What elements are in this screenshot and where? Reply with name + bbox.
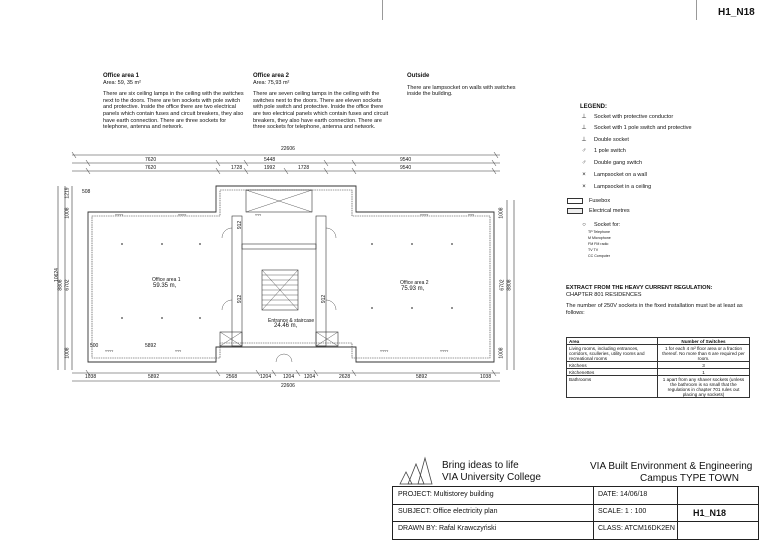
dim-right: 1008 — [498, 207, 505, 219]
socket-for-item: TP Telephone — [588, 230, 611, 234]
extract-note: The number of 250V sockets in the fixed installation must be at least as follows: — [566, 303, 743, 316]
slogan-line2: VIA University College — [442, 472, 541, 483]
dim-bottom: 1204 — [283, 374, 295, 380]
legend-label: Double socket — [594, 136, 629, 143]
socket-for-item: TV TV — [588, 248, 599, 252]
legend-title: LEGEND: — [580, 104, 607, 110]
stair-label: Entrance & staircase — [268, 318, 315, 324]
legend-label: Socket for: — [594, 222, 621, 228]
dim-top: 1728 — [298, 165, 310, 171]
extract-chapter: CHAPTER 801 RESIDENCES — [566, 292, 642, 298]
dim-top: 9540 — [400, 157, 412, 163]
dim-top: 7620 — [145, 157, 157, 163]
extract-title: EXTRACT FROM THE HEAVY CURRENT REGULATION: — [566, 285, 713, 291]
dim-top: 1728 — [231, 165, 243, 171]
stair-area: 24.46 m, — [274, 323, 298, 329]
dim-912: 912 — [321, 294, 328, 304]
svg-text:ʏʏʏ: ʏʏʏ — [255, 212, 262, 217]
dim-500: 500 — [90, 343, 99, 349]
svg-text:ʏʏʏʏ: ʏʏʏʏ — [380, 348, 389, 353]
area1-text: There are six ceiling lamps in the ceiling with the switches next to the doors. There are ten sockets with pole switch and protective. Inside the office there are two electrical panels which contain fuses and circuit breakers, they also have earth connection. There are three sockets for telephone, antenna and network. — [103, 91, 244, 131]
outside-title: Outside — [407, 73, 430, 79]
dim-left: 6702 — [64, 279, 71, 291]
room1-area: 59.35 m, — [153, 283, 177, 289]
dim-bottom: 1204 — [260, 374, 272, 380]
table-cell: 1 for each 4 m² floor area or a fraction thereof. No more than 6 are required per room. — [658, 345, 750, 362]
dim-left: 1219 — [64, 187, 71, 199]
dim-left: 10624 — [53, 268, 60, 282]
legend-symbol-icon: ♂ — [581, 148, 587, 154]
dim-bottom: 1038 — [480, 374, 492, 380]
legend-symbol-icon: ⊥ — [581, 137, 587, 143]
dim-top: 1992 — [264, 165, 276, 171]
legend-symbol-icon: ⊥ — [581, 114, 587, 120]
legend-symbol-icon: × — [582, 172, 586, 178]
dim-total-bottom: 22606 — [281, 383, 295, 389]
dim-912: 912 — [237, 220, 244, 230]
svg-text:ʏʏʏʏ: ʏʏʏʏ — [440, 348, 449, 353]
area2-text: There are seven ceiling tamps in the ceiling with the switches next to the doors. There are eleven sockets with pole switch and protective. Inside the office there are two electrical panels which contain fuses and circuit breakers, they also have earth connection. There are three sockets for telephone, antenna and network. — [253, 91, 389, 131]
area2-area: Area: 75,93 m² — [253, 79, 290, 86]
table-cell: 1 apart from any shaver sockets (unless the bathroom is so small that the regulations in chapter 701 rules out placing any sockets) — [658, 376, 750, 398]
tb-subject: SUBJECT: Office electricity plan — [398, 508, 498, 515]
legend-symbol-icon: ○ — [582, 222, 586, 228]
area1-area: Area: 59, 35 m² — [103, 79, 141, 86]
legend-symbol-icon: ⊥ — [581, 125, 587, 131]
socket-for-item: FM FM radio — [588, 242, 609, 246]
legend-symbol-icon: × — [582, 184, 586, 190]
via-logo — [398, 452, 434, 486]
room2-area: 75.93 m, — [401, 286, 425, 292]
dim-left: 8808 — [57, 279, 64, 291]
table-cell: 1 — [658, 369, 750, 376]
slogan-line1: Bring ideas to life — [442, 460, 519, 471]
dim-left: 1008 — [64, 207, 71, 219]
room1-label: Office area 1 — [152, 277, 181, 283]
dim-top: 7620 — [145, 165, 157, 171]
dim-right: 1008 — [498, 347, 505, 359]
tb-drawn-by: DRAWN BY: Rafal Krawczyński — [398, 525, 497, 532]
svg-text:ʏʏʏʏ: ʏʏʏʏ — [420, 212, 429, 217]
tb-class: CLASS: ATCM16DK2EN — [598, 525, 675, 532]
sheet-id: H1_N18 — [718, 7, 755, 18]
title-block — [392, 486, 759, 540]
dim-top: 5448 — [264, 157, 276, 163]
legend-label: Lampsocket in a ceiling — [594, 184, 652, 190]
area2-title: Office area 2 — [253, 73, 290, 79]
tb-vline — [593, 487, 594, 539]
svg-text:ʏʏʏʏ: ʏʏʏʏ — [115, 212, 124, 217]
table-cell: Kitchenettes — [567, 369, 658, 376]
tb-scale: SCALE: 1 : 100 — [598, 508, 647, 515]
org-line1: VIA Built Environment & Engineering — [590, 461, 753, 472]
room2-label: Office area 2 — [400, 280, 429, 286]
legend-label: Socket with 1 pole switch and protective — [594, 124, 692, 131]
dim-5892: 5892 — [145, 343, 157, 349]
svg-text:ʏʏʏʏ: ʏʏʏʏ — [178, 212, 187, 217]
svg-text:ʏʏʏʏ: ʏʏʏʏ — [105, 348, 114, 353]
org-line2: Campus TYPE TOWN — [640, 473, 739, 484]
tb-hline — [393, 521, 758, 522]
socket-for-item: M Microphone — [588, 236, 611, 240]
tb-date: DATE: 14/06/18 — [598, 491, 648, 498]
svg-text:ʏʏʏ: ʏʏʏ — [175, 348, 182, 353]
tb-hline — [393, 504, 758, 505]
table-cell: Kitchens — [567, 362, 658, 369]
dim-right: 8808 — [506, 279, 513, 291]
tb-vline — [677, 487, 678, 539]
dim-bottom: 1038 — [85, 374, 97, 380]
legend-label: Lampsocket on a wall — [594, 172, 647, 178]
legend-label: Double gang switch — [594, 160, 643, 166]
dim-bottom: 2628 — [339, 374, 351, 380]
svg-text:ʏʏʏ: ʏʏʏ — [468, 212, 475, 217]
dim-bottom: 5892 — [148, 374, 160, 380]
table-cell: 3 — [658, 362, 750, 369]
dim-bottom: 1204 — [304, 374, 316, 380]
dim-912: 912 — [237, 294, 244, 304]
table-cell: Bathrooms — [567, 376, 658, 398]
legend-label: 1 pole switch — [594, 148, 626, 154]
table-header: Number of Switches — [658, 338, 750, 345]
dim-top: 9540 — [400, 165, 412, 171]
legend-label: Fusebox — [589, 198, 611, 204]
dim-right: 6702 — [499, 279, 506, 291]
table-cell: Living rooms, including entrances, corridors, sculleries, utility rooms and recreational rooms — [567, 345, 658, 362]
area1-title: Office area 1 — [103, 73, 140, 79]
dim-bottom: 5892 — [416, 374, 428, 380]
dim-total-top: 22606 — [281, 146, 295, 152]
socket-for-item: CC Computer — [588, 254, 610, 258]
dim-bottom: 2568 — [226, 374, 238, 380]
table-header: Area — [567, 338, 658, 345]
dim-508: 508 — [82, 189, 91, 195]
legend-label: Socket with protective conductor — [594, 113, 674, 120]
legend-symbol-icon: ♂ — [581, 160, 587, 166]
tb-sheet-id: H1_N18 — [693, 508, 727, 518]
legend-label: Electrical metres — [589, 208, 630, 214]
tb-project: PROJECT: Multistorey building — [398, 491, 494, 498]
outside-text: There are lampsocket on walls with switches inside the building. — [407, 84, 516, 98]
dim-left: 1008 — [64, 347, 71, 359]
